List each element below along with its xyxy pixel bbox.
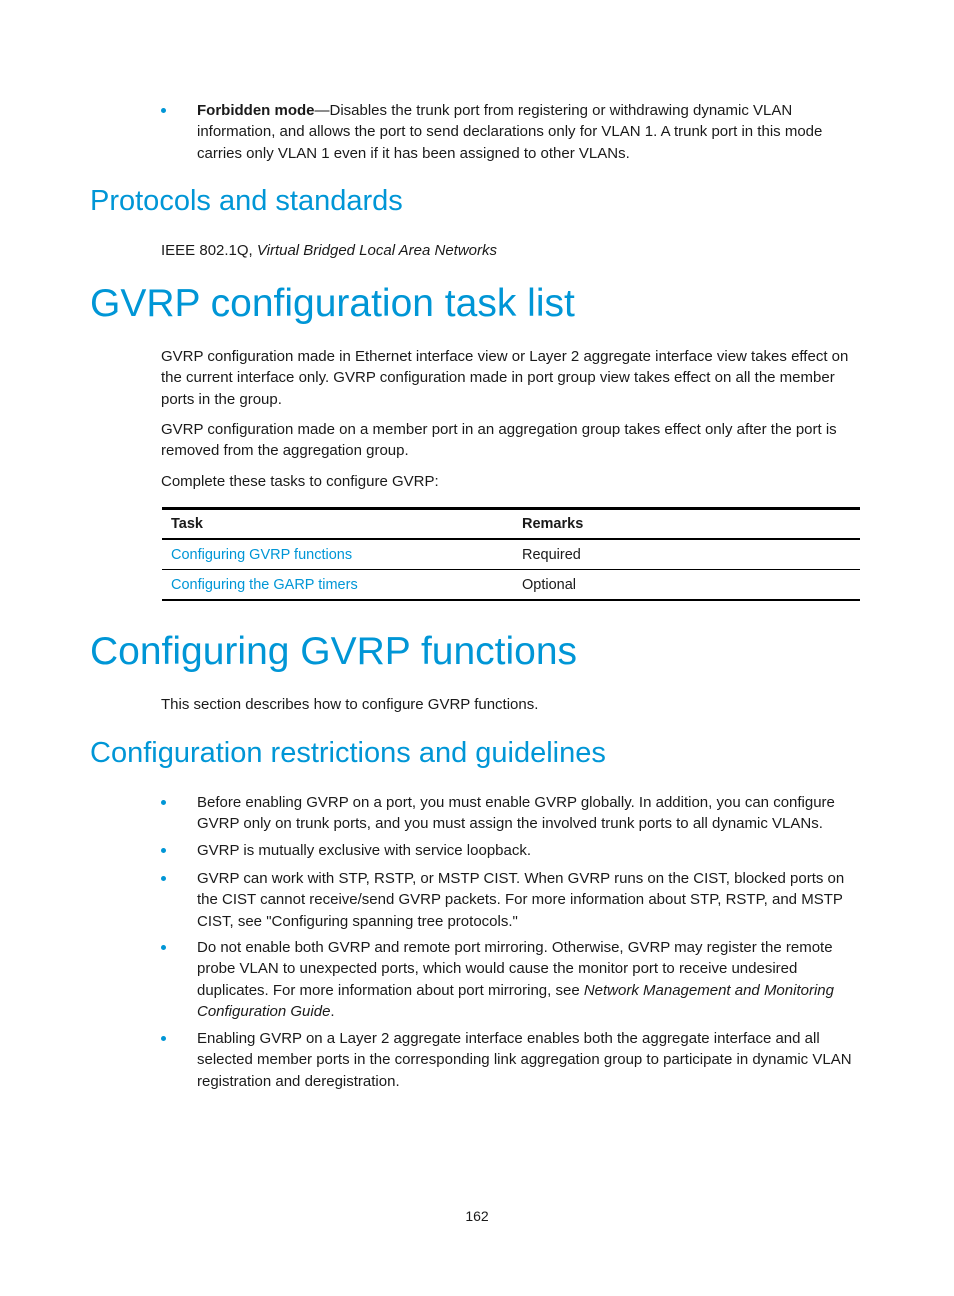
bullet-dot-icon <box>161 945 166 950</box>
protocols-heading: Protocols and standards <box>90 185 403 217</box>
bullet-description: —Disables the trunk port from registering or withdrawing dynamic VLAN information, and allows the port to send declarations only for VLAN 1. A trunk port in this mode carries only VLAN 1 even if it has been assigned to other VLANs. <box>197 102 823 162</box>
restriction-bullet <box>161 1028 866 1092</box>
restriction-bullet <box>161 840 866 861</box>
functions-intro: This section describes how to configure GVRP functions. <box>161 696 539 713</box>
task-table <box>162 507 860 601</box>
standard-id: IEEE 802.1Q, <box>161 242 257 259</box>
bullet-text: GVRP can work with STP, RSTP, or MSTP CIST. When GVRP runs on the CIST, blocked ports on the CIST cannot receive/send GVRP packets. For more information about STP, RSTP, and MSTP CIST, see "Configuring spanning tree protocols." <box>197 870 845 930</box>
bullet-dot-icon <box>161 1036 166 1041</box>
restriction-bullet <box>161 868 866 932</box>
task-list-heading: GVRP configuration task list <box>90 282 575 325</box>
bullet-text-post: . <box>330 1002 335 1020</box>
restrictions-heading: Configuration restrictions and guidelines <box>90 737 606 769</box>
page-number: 162 <box>465 1208 489 1224</box>
bullet-dot-icon <box>161 876 166 881</box>
task-link-gvrp-functions[interactable]: Configuring GVRP functions <box>171 546 353 563</box>
table-header-task: Task <box>162 509 513 540</box>
table-cell-remark: Required <box>513 539 860 570</box>
standard-reference <box>161 240 866 261</box>
guide-reference: Network Management and Monitoring Configuration Guide <box>197 981 834 1020</box>
bullet-dot-icon <box>161 108 166 113</box>
forbidden-mode-bullet <box>161 100 866 164</box>
table-cell-remark: Optional <box>513 570 860 601</box>
task-list-para-2: GVRP configuration made on a member port in an aggregation group takes effect only after the port is removed from the aggregation group. <box>161 421 837 460</box>
bullet-text: Enabling GVRP on a Layer 2 aggregate interface enables both the aggregate interface and all selected member ports in the corresponding link aggregation group to participate in dynamic VLAN registration and deregistration. <box>197 1030 852 1090</box>
task-list-para-1: GVRP configuration made in Ethernet interface view or Layer 2 aggregate interface view takes effect on the current interface only. GVRP configuration made in port group view takes effect on all the member ports in the group. <box>161 348 849 408</box>
table-cell-task <box>162 570 513 601</box>
bullet-text-pre: Do not enable both GVRP and remote port mirroring. Otherwise, GVRP may register the remote probe VLAN to unexpected ports, which would cause the monitor port to receive undesired duplicates. For more information about port mirroring, see <box>197 939 833 999</box>
task-link-garp-timers[interactable]: Configuring the GARP timers <box>171 576 358 593</box>
task-list-para-3: Complete these tasks to configure GVRP: <box>161 473 439 490</box>
bullet-text <box>197 937 866 1022</box>
bullet-term: Forbidden mode <box>197 102 315 119</box>
table-row <box>162 570 860 601</box>
table-header-remarks: Remarks <box>513 509 860 540</box>
bullet-text <box>197 100 866 164</box>
restriction-bullet <box>161 792 866 835</box>
bullet-dot-icon <box>161 800 166 805</box>
functions-heading: Configuring GVRP functions <box>90 630 578 673</box>
bullet-dot-icon <box>161 848 166 853</box>
table-row <box>162 539 860 570</box>
table-header-row <box>162 509 860 540</box>
bullet-text: Before enabling GVRP on a port, you must enable GVRP globally. In addition, you can configure GVRP only on trunk ports, and you must assign the involved trunk ports to all dynamic VLANs. <box>197 794 835 833</box>
standard-name: Virtual Bridged Local Area Networks <box>256 242 498 259</box>
table-cell-task <box>162 539 513 570</box>
restriction-bullet <box>161 937 866 1022</box>
bullet-text: GVRP is mutually exclusive with service loopback. <box>197 842 532 859</box>
